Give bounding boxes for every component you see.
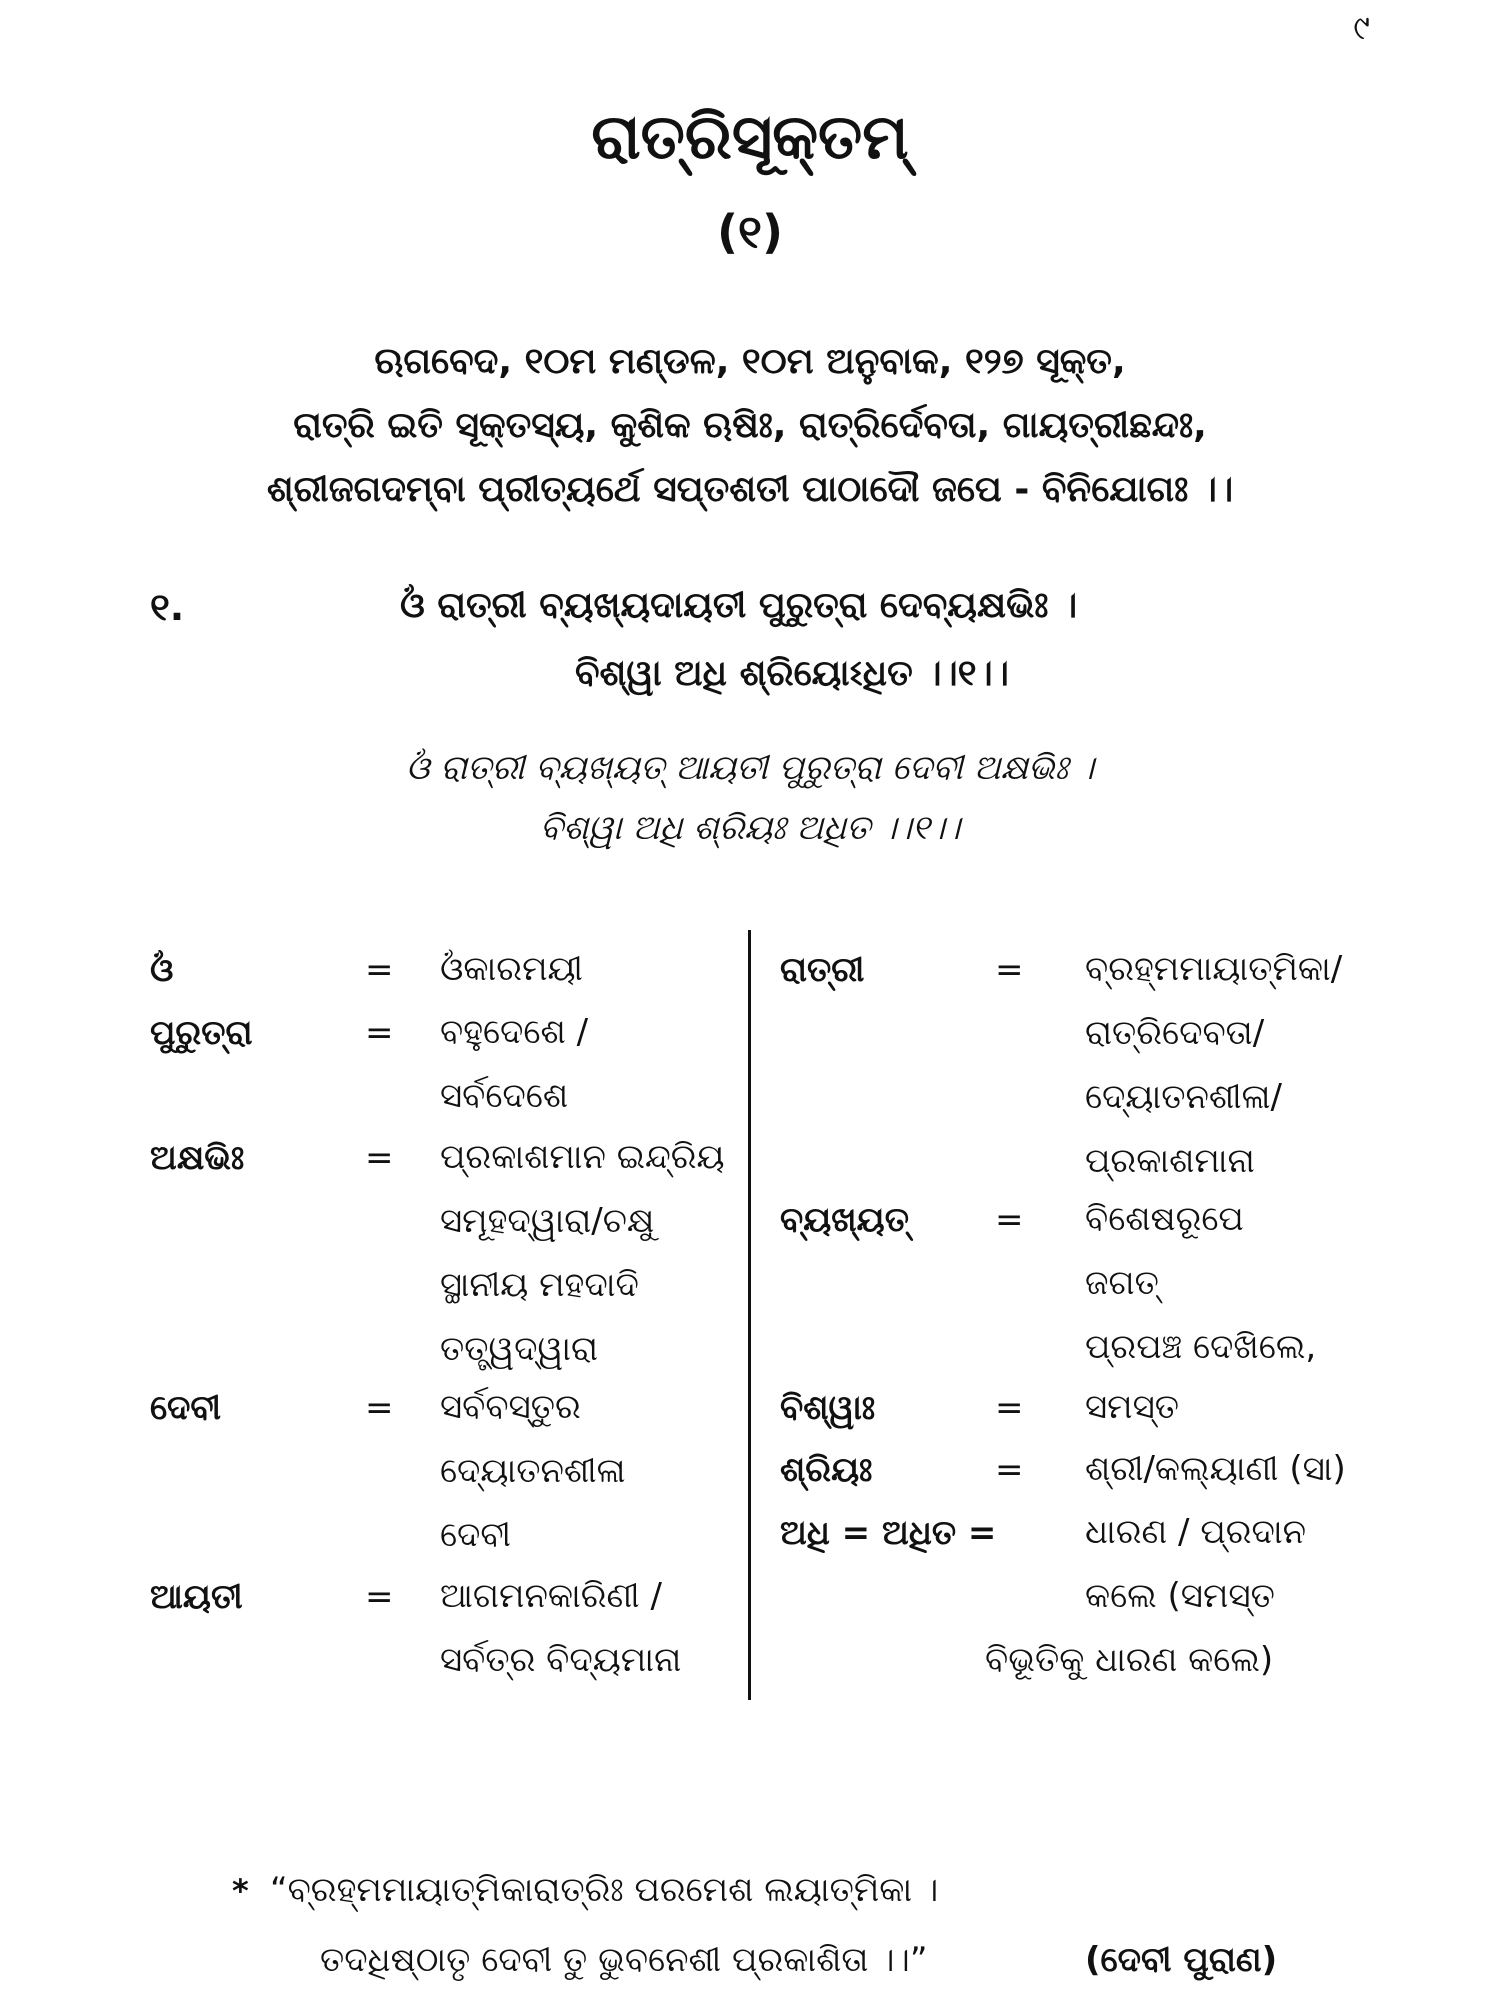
padapatha-line-2: ବିଶ୍ୱା ଅଧି ଶ୍ରିୟଃ ଅଧିତ ।।୧।।: [539, 808, 961, 848]
footnote-marker: *: [232, 1872, 249, 1910]
equals-sign: =: [995, 1388, 1024, 1428]
intro-block: [150, 330, 1350, 522]
glossary-term: ଅକ୍ଷଭିଃ: [150, 1138, 245, 1178]
intro-line: ଋଗବେଦ, ୧୦ମ ମଣ୍ଡଳ, ୧୦ମ ଅନୁବାକ, ୧୨୭ ସୂକ୍ତ,: [374, 341, 1126, 382]
equals-sign: =: [995, 1200, 1024, 1240]
glossary-term: ଆୟତୀ: [150, 1577, 243, 1617]
definition-line: ଦ୍ୟୋତନଶୀଳା: [440, 1451, 626, 1491]
definition-line: ବିଶେଷରୂପେ: [1085, 1199, 1244, 1239]
definition-line: ପ୍ରକାଶମାନ ଇନ୍ଦ୍ରିୟ: [440, 1137, 725, 1177]
glossary-definition: [1085, 1375, 1179, 1439]
page-title: ରାତ୍ରିସୂକ୍ତମ୍: [591, 100, 909, 173]
definition-line: ପ୍ରପଞ୍ଚ ଦେଖିଲେ,: [1085, 1327, 1317, 1367]
glossary-term: ରାତ୍ରୀ: [780, 950, 865, 990]
intro-line: ରାତ୍ରି ଇତି ସୂକ୍ତସ୍ୟ, କୁଶିକ ଋଷିଃ, ରାତ୍ରିର୍ଦେବତା, ଗାୟତ୍ରୀଛନ୍ଦଃ,: [293, 405, 1207, 446]
definition-line: ଜଗତ୍: [1085, 1263, 1159, 1303]
definition-line: ଧାରଣ / ପ୍ରଦାନ: [1085, 1512, 1307, 1552]
footnote-source: (ଦେବୀ ପୁରାଣ): [1085, 1940, 1278, 1980]
glossary-definition: [440, 937, 583, 1001]
glossary-term: ଅଧି = ଅଧିତ =: [780, 1513, 997, 1553]
definition-line: ରାତ୍ରିଦେବତା/: [1085, 1013, 1265, 1053]
column-divider: [748, 930, 751, 1700]
glossary-term: ଓଁ: [150, 950, 174, 990]
verse-line-1: ଓଁ ରାତ୍ରୀ ବ୍ୟଖ୍ୟଦାୟତୀ ପୁରୁତ୍ରା ଦେବ୍ୟକ୍ଷଭିଃ ।: [400, 585, 1078, 626]
definition-line: ବହୁଦେଶେ /: [440, 1012, 589, 1052]
definition-line: ଶ୍ରୀ/କଲ୍ୟାଣୀ (ସା): [1085, 1449, 1346, 1489]
definition-line: ସ୍ଥାନୀୟ ମହଦାଦି: [440, 1265, 639, 1305]
footnote-line-2: ତଦଧିଷ୍ଠାତୃ ଦେବୀ ତୁ ଭୁବନେଶୀ ପ୍ରକାଶିତା ।।”: [320, 1940, 928, 1980]
page-number: ୯: [1353, 8, 1370, 48]
definition-line: ଆଗମନକାରିଣୀ /: [440, 1576, 662, 1616]
equals-sign: =: [995, 1450, 1024, 1490]
glossary-definition: [1085, 1187, 1316, 1379]
glossary-definition: [440, 1125, 725, 1381]
definition-line: ସର୍ବବସ୍ତୁର: [440, 1387, 581, 1427]
definition-line: ବ୍ରହ୍ମମାୟାତ୍ମିକା/: [1085, 949, 1343, 989]
equals-sign: =: [365, 1388, 394, 1428]
equals-sign: =: [365, 1138, 394, 1178]
glossary-definition: [440, 1564, 681, 1692]
verse-number: ୧.: [150, 585, 185, 629]
equals-sign: =: [365, 1577, 394, 1617]
definition-line: ସମସ୍ତ: [1085, 1387, 1180, 1427]
definition-line: ବିଭୂତିକୁ ଧାରଣ କଲେ): [985, 1640, 1274, 1680]
verse-line-2: ବିଶ୍ୱା ଅଧି ଶ୍ରିୟୋଽଧିତ ।।୧।।: [575, 653, 1009, 694]
glossary-definition: [1085, 1500, 1306, 1628]
definition-line: ସର୍ବତ୍ର ବିଦ୍ୟମାନା: [440, 1640, 682, 1680]
definition-line: ଦ୍ୟୋତନଶୀଳା/: [1085, 1077, 1282, 1117]
definition-line: ସମୂହଦ୍ୱାରା/ଚକ୍ଷୁ: [440, 1201, 655, 1241]
intro-line: ଶ୍ରୀଜଗଦମ୍ବା ପ୍ରୀତ୍ୟର୍ଥେ ସପ୍ତଶତୀ ପାଠାଦୌ ଜପେ - ବିନିଯୋଗଃ ।।: [266, 469, 1234, 510]
definition-line: ଦେବୀ: [440, 1515, 512, 1555]
glossary-term: ଦେବୀ: [150, 1388, 222, 1428]
footnote-line-1: “ବ୍ରହ୍ମମାୟାତ୍ମିକାରାତ୍ରିଃ ପରମେଶ ଲୟାତ୍ମିକା ।: [270, 1870, 939, 1910]
glossary-definition: [1085, 1437, 1346, 1501]
glossary-term: ପୁରୁତ୍ରା: [150, 1013, 253, 1053]
glossary-definition: [1085, 937, 1342, 1193]
glossary-definition: [440, 1375, 625, 1567]
equals-sign: =: [995, 950, 1024, 990]
equals-sign: =: [365, 950, 394, 990]
definition-line: ତତ୍ତ୍ୱଦ୍ୱାରା: [440, 1329, 598, 1369]
glossary-definition: [440, 1000, 588, 1128]
glossary-definition-continuation: [985, 1628, 1273, 1692]
padapatha-line-1: ଓଁ ରାତ୍ରୀ ବ୍ୟଖ୍ୟତ୍ ଆୟତୀ ପୁରୁତ୍ରା ଦେବୀ ଅକ୍ଷଭିଃ ।: [405, 748, 1095, 788]
glossary-term: ବ୍ୟଖ୍ୟତ୍: [780, 1200, 909, 1240]
definition-line: କଲେ (ସମସ୍ତ: [1085, 1576, 1275, 1616]
glossary-term: ଶ୍ରିୟଃ: [780, 1450, 873, 1490]
definition-line: ଓଁକାରମୟୀ: [440, 949, 583, 989]
definition-line: ସର୍ବଦେଶେ: [440, 1076, 569, 1116]
glossary-term: ବିଶ୍ୱାଃ: [780, 1388, 876, 1428]
equals-sign: =: [365, 1013, 394, 1053]
section-number: (୧): [716, 205, 783, 259]
definition-line: ପ୍ରକାଶମାନା: [1085, 1141, 1255, 1181]
